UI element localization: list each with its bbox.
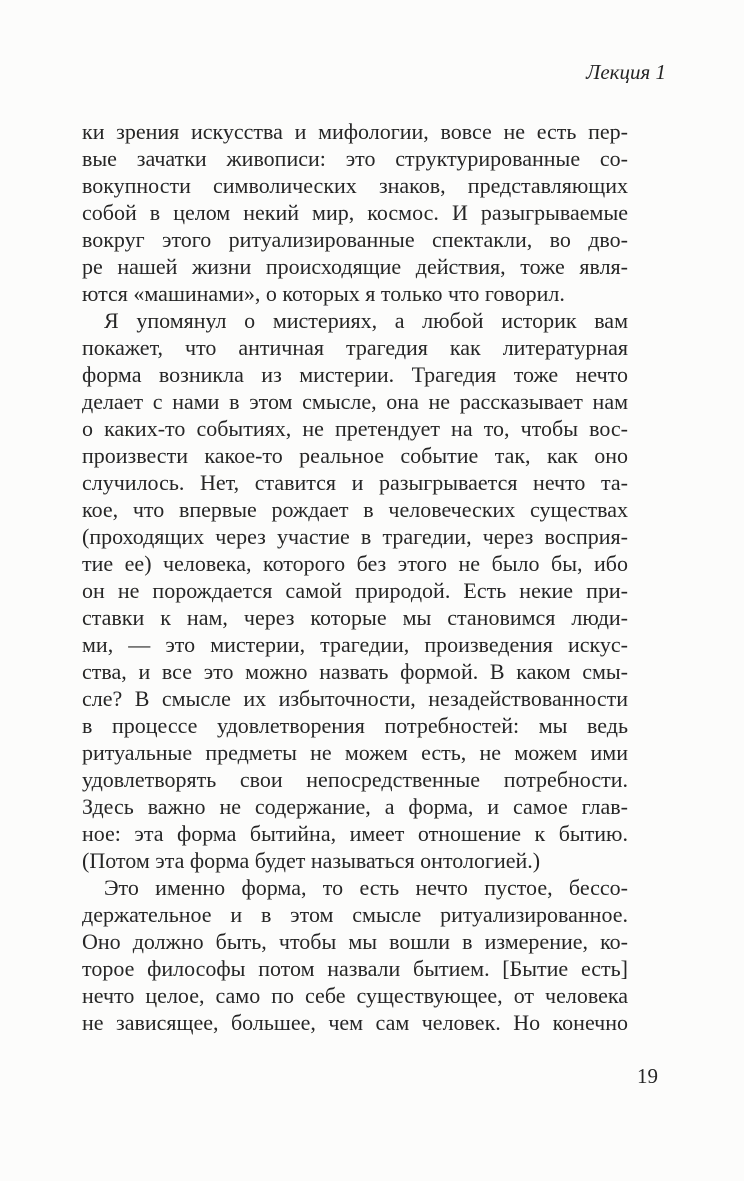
text-line: (проходящих через участие в трагедии, через восприя-: [82, 524, 628, 549]
text-line: Это именно форма, то есть нечто пустое, бессо-: [104, 875, 628, 900]
text-line: (Потом эта форма будет называться онтологией.): [82, 848, 541, 873]
text-line: тие ее) человека, которого без этого не было бы, ибо: [82, 551, 628, 576]
paragraph: [82, 874, 628, 1036]
text-line: Оно должно быть, чтобы мы вошли в измерение, ко-: [82, 929, 628, 954]
text-line: ставки к нам, через которые мы становимся люди-: [82, 605, 628, 630]
text-line: торое философы потом назвали бытием. [Бытие есть]: [82, 956, 628, 981]
text-line: собой в целом некий мир, космос. И разыгрываемые: [82, 200, 628, 225]
text-line: Я упомянул о мистериях, а любой историк вам: [104, 308, 628, 333]
text-line: в процессе удовлетворения потребностей: мы ведь: [82, 713, 628, 738]
text-line: нечто целое, само по себе существующее, от человека: [82, 983, 628, 1008]
running-head: Лекция 1: [586, 60, 666, 84]
text-line: сле? В смысле их избыточности, незадействованности: [82, 686, 628, 711]
text-line: о каких-то событиях, не претендует на то, чтобы вос-: [82, 416, 628, 441]
text-line: ре нашей жизни происходящие действия, тоже явля-: [82, 254, 628, 279]
text-line: он не порождается самой природой. Есть некие при-: [82, 578, 628, 603]
text-line: случилось. Нет, ставится и разыгрывается нечто та-: [82, 470, 628, 495]
text-line: форма возникла из мистерии. Трагедия тоже нечто: [82, 362, 628, 387]
text-line: ми, — это мистерии, трагедии, произведения искус-: [82, 632, 628, 657]
text-line: ритуальные предметы не можем есть, не можем ими: [82, 740, 628, 765]
text-line: держательное и в этом смысле ритуализированное.: [82, 902, 628, 927]
text-line: делает с нами в этом смысле, она не рассказывает нам: [82, 389, 628, 414]
text-line: вые зачатки живописи: это структурированные со-: [82, 146, 628, 171]
text-line: кое, что впервые рождает в человеческих существах: [82, 497, 628, 522]
text-line: ки зрения искусства и мифологии, вовсе не есть пер-: [82, 119, 628, 144]
body-text: [82, 118, 628, 1036]
paragraph: [82, 118, 628, 307]
text-line: ства, и все это можно назвать формой. В каком смы-: [82, 659, 628, 684]
paragraph: [82, 307, 628, 874]
text-line: ются «машинами», о которых я только что говорил.: [82, 281, 565, 306]
text-line: ное: эта форма бытийна, имеет отношение к бытию.: [82, 821, 628, 846]
text-line: не зависящее, большее, чем сам человек. Но конечно: [82, 1010, 628, 1035]
text-line: вокупности символических знаков, представляющих: [82, 173, 628, 198]
text-line: произвести какое-то реальное событие так, как оно: [82, 443, 628, 468]
page-number: 19: [637, 1064, 658, 1088]
text-line: вокруг этого ритуализированные спектакли, во дво-: [82, 227, 628, 252]
text-line: покажет, что античная трагедия как литературная: [82, 335, 628, 360]
text-line: удовлетворять свои непосредственные потребности.: [82, 767, 628, 792]
text-line: Здесь важно не содержание, а форма, и самое глав-: [82, 794, 628, 819]
